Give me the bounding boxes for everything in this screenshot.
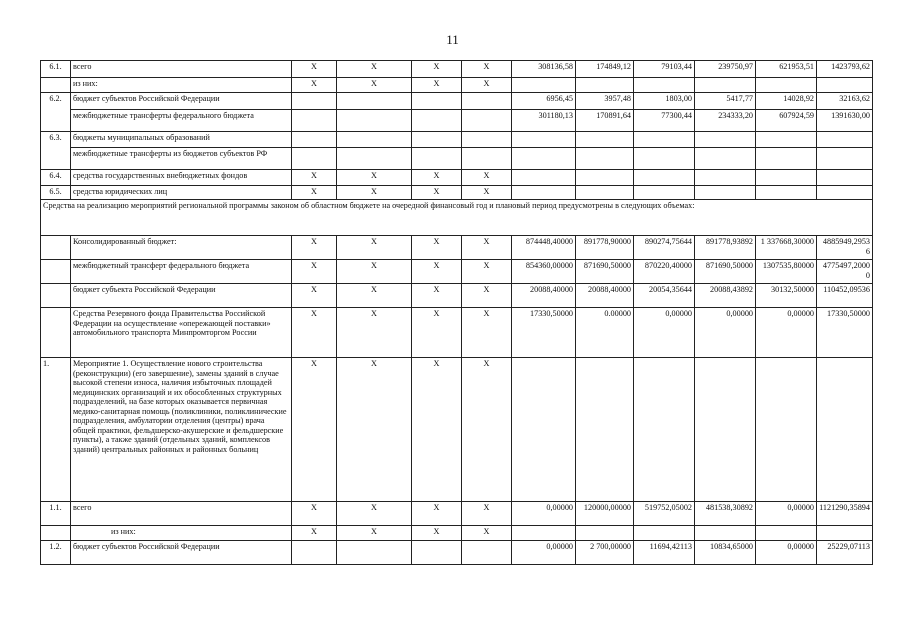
value-cell: 17330,50000	[512, 308, 576, 358]
value-cell: 120000,00000	[576, 502, 634, 526]
value-cell	[512, 132, 576, 148]
value-cell: 874448,40000	[512, 236, 576, 260]
value-cell: 0,00000	[756, 308, 817, 358]
table-row	[41, 308, 873, 358]
x-cell	[337, 93, 412, 110]
x-cell	[462, 541, 512, 565]
row-label: межбюджетный трансферт федерального бюджета	[71, 260, 292, 284]
value-cell	[695, 170, 756, 186]
value-cell: 20088,40000	[512, 284, 576, 308]
row-label: из них:	[71, 526, 292, 541]
value-cell	[576, 78, 634, 93]
table-row	[41, 132, 873, 148]
value-cell: 301180,13	[512, 110, 576, 132]
row-label: всего	[71, 61, 292, 78]
row-number: 1.2.	[41, 541, 71, 565]
value-cell: 79103,44	[634, 61, 695, 78]
value-cell	[756, 132, 817, 148]
row-number: 1.1.	[41, 502, 71, 526]
table-row	[41, 93, 873, 110]
value-cell: 110452,09536	[817, 284, 873, 308]
x-cell	[412, 93, 462, 110]
value-cell: 1423793,62	[817, 61, 873, 78]
table-row	[41, 110, 873, 132]
table-row	[41, 284, 873, 308]
x-cell: X	[337, 284, 412, 308]
x-cell: X	[337, 358, 412, 502]
row-number: 6.2.	[41, 93, 71, 132]
row-label: средства государственных внебюджетных фондов	[71, 170, 292, 186]
x-cell	[462, 93, 512, 110]
value-cell	[576, 186, 634, 200]
value-cell	[512, 526, 576, 541]
x-cell: X	[462, 502, 512, 526]
x-cell: X	[337, 260, 412, 284]
x-cell	[292, 110, 337, 132]
row-label: средства юридических лиц	[71, 186, 292, 200]
x-cell	[412, 541, 462, 565]
value-cell	[817, 148, 873, 170]
table-row	[41, 541, 873, 565]
x-cell	[462, 132, 512, 148]
value-cell: 25229,07113	[817, 541, 873, 565]
table-row	[41, 78, 873, 93]
x-cell: X	[462, 78, 512, 93]
x-cell: X	[412, 61, 462, 78]
row-number: 6.1.	[41, 61, 71, 78]
value-cell	[512, 148, 576, 170]
value-cell	[817, 358, 873, 502]
x-cell: X	[462, 308, 512, 358]
value-cell: 32163,62	[817, 93, 873, 110]
value-cell	[695, 132, 756, 148]
value-cell: 10834,65000	[695, 541, 756, 565]
x-cell: X	[292, 236, 337, 260]
row-number: 6.4.	[41, 170, 71, 186]
x-cell: X	[337, 170, 412, 186]
x-cell: X	[462, 186, 512, 200]
x-cell	[337, 110, 412, 132]
value-cell: 0,00000	[512, 541, 576, 565]
value-cell: 1 337668,30000	[756, 236, 817, 260]
value-cell: 871690,50000	[695, 260, 756, 284]
value-cell: 1391630,00	[817, 110, 873, 132]
x-cell: X	[337, 236, 412, 260]
x-cell: X	[412, 284, 462, 308]
page-number: 11	[446, 32, 459, 47]
table-row	[41, 186, 873, 200]
value-cell: 1121290,35894	[817, 502, 873, 526]
x-cell: X	[462, 284, 512, 308]
x-cell: X	[462, 61, 512, 78]
value-cell: 30132,50000	[756, 284, 817, 308]
value-cell	[817, 170, 873, 186]
x-cell	[462, 148, 512, 170]
value-cell: 20088,43892	[695, 284, 756, 308]
row-number	[41, 308, 71, 358]
value-cell	[817, 526, 873, 541]
row-number	[41, 284, 71, 308]
x-cell: X	[292, 61, 337, 78]
value-cell	[512, 78, 576, 93]
value-cell	[756, 78, 817, 93]
value-cell: 5417,77	[695, 93, 756, 110]
value-cell	[695, 148, 756, 170]
x-cell: X	[412, 236, 462, 260]
value-cell: 17330,50000	[817, 308, 873, 358]
x-cell: X	[462, 236, 512, 260]
x-cell: X	[462, 260, 512, 284]
value-cell	[634, 358, 695, 502]
row-number	[41, 236, 71, 260]
x-cell: X	[337, 61, 412, 78]
value-cell	[634, 132, 695, 148]
value-cell	[756, 358, 817, 502]
value-cell: 0,00000	[634, 308, 695, 358]
value-cell	[817, 132, 873, 148]
x-cell: X	[337, 526, 412, 541]
x-cell: X	[462, 358, 512, 502]
x-cell	[412, 148, 462, 170]
row-number: 6.5.	[41, 186, 71, 200]
x-cell: X	[292, 502, 337, 526]
x-cell: X	[292, 78, 337, 93]
value-cell	[756, 170, 817, 186]
value-cell: 20088,40000	[576, 284, 634, 308]
value-cell	[576, 526, 634, 541]
row-label: Консолидированный бюджет:	[71, 236, 292, 260]
value-cell: 1803,00	[634, 93, 695, 110]
value-cell	[634, 186, 695, 200]
table-row	[41, 236, 873, 260]
value-cell: 0,00000	[512, 502, 576, 526]
value-cell: 239750,97	[695, 61, 756, 78]
value-cell: 77300,44	[634, 110, 695, 132]
value-cell: 0,00000	[756, 541, 817, 565]
value-cell: 20054,35644	[634, 284, 695, 308]
value-cell: 3957,48	[576, 93, 634, 110]
row-label: Мероприятие 1. Осуществление нового строительства (реконструкции) (его завершение), замены зданий в случае высокой степени износа, наличия избыточных площадей медицинских организаций и их обособленных структурных подразделений, на базе которых оказывается первичная медико-санитарная помощь (поликлиники, поликлинические подразделения, амбулатории отделения (центры) врача общей практики, фельдшерско-акушерские и фельдшерские пункты), а также зданий (отдельных зданий, комплексов зданий) центральных районных и районных больниц	[71, 358, 292, 502]
row-label: из них:	[71, 78, 292, 93]
value-cell: 4775497,20000	[817, 260, 873, 284]
x-cell	[292, 541, 337, 565]
value-cell	[634, 148, 695, 170]
value-cell	[695, 186, 756, 200]
budget-table	[40, 60, 873, 565]
table-row	[41, 200, 873, 236]
table-row	[41, 61, 873, 78]
table-row	[41, 502, 873, 526]
value-cell	[756, 186, 817, 200]
row-number	[41, 260, 71, 284]
value-cell: 481538,30892	[695, 502, 756, 526]
value-cell: 14028,92	[756, 93, 817, 110]
row-label: Средства Резервного фонда Правительства Российской Федерации на осуществление «опережающей поставки» автомобильного транспорта Минпромторгом России	[71, 308, 292, 358]
value-cell	[634, 170, 695, 186]
funding-note: Средства на реализацию мероприятий региональной программы законом об областном бюджете на очередной финансовый год и плановый период предусмотрены в следующих объемах:	[41, 200, 873, 236]
x-cell	[337, 132, 412, 148]
table-row	[41, 148, 873, 170]
x-cell: X	[292, 308, 337, 358]
x-cell: X	[292, 284, 337, 308]
value-cell	[634, 78, 695, 93]
table-row	[41, 526, 873, 541]
value-cell	[576, 170, 634, 186]
x-cell: X	[412, 170, 462, 186]
x-cell: X	[412, 358, 462, 502]
value-cell: 170891,64	[576, 110, 634, 132]
table-row	[41, 170, 873, 186]
x-cell	[292, 148, 337, 170]
x-cell: X	[337, 502, 412, 526]
x-cell	[337, 541, 412, 565]
value-cell: 0,00000	[695, 308, 756, 358]
value-cell: 607924,59	[756, 110, 817, 132]
value-cell	[756, 526, 817, 541]
x-cell: X	[462, 526, 512, 541]
value-cell: 2 700,00000	[576, 541, 634, 565]
value-cell: 6956,45	[512, 93, 576, 110]
row-label: бюджеты муниципальных образований	[71, 132, 292, 148]
row-label: бюджет субъекта Российской Федерации	[71, 284, 292, 308]
value-cell: 871690,50000	[576, 260, 634, 284]
row-label: межбюджетные трансферты федерального бюджета	[71, 110, 292, 132]
table-row	[41, 260, 873, 284]
value-cell: 308136,58	[512, 61, 576, 78]
table-row	[41, 358, 873, 502]
value-cell: 4885949,29536	[817, 236, 873, 260]
x-cell: X	[337, 78, 412, 93]
value-cell: 0.00000	[576, 308, 634, 358]
x-cell	[292, 93, 337, 110]
x-cell: X	[292, 170, 337, 186]
value-cell: 870220,40000	[634, 260, 695, 284]
value-cell	[512, 186, 576, 200]
row-number: 6.3.	[41, 132, 71, 170]
x-cell: X	[412, 502, 462, 526]
x-cell: X	[462, 170, 512, 186]
value-cell: 234333,20	[695, 110, 756, 132]
value-cell: 519752,05002	[634, 502, 695, 526]
value-cell	[817, 78, 873, 93]
x-cell	[412, 110, 462, 132]
x-cell	[412, 132, 462, 148]
value-cell	[756, 148, 817, 170]
value-cell: 0,00000	[756, 502, 817, 526]
x-cell: X	[337, 308, 412, 358]
row-number: 1.	[41, 358, 71, 502]
row-label: бюджет субъектов Российской Федерации	[71, 93, 292, 110]
x-cell	[462, 110, 512, 132]
value-cell	[817, 186, 873, 200]
value-cell	[576, 358, 634, 502]
value-cell	[576, 148, 634, 170]
row-label: межбюджетные трансферты из бюджетов субъектов РФ	[71, 148, 292, 170]
value-cell	[695, 526, 756, 541]
x-cell: X	[292, 526, 337, 541]
value-cell	[512, 170, 576, 186]
value-cell: 621953,51	[756, 61, 817, 78]
value-cell	[512, 358, 576, 502]
value-cell: 11694,42113	[634, 541, 695, 565]
x-cell: X	[412, 186, 462, 200]
value-cell: 891778,93892	[695, 236, 756, 260]
x-cell	[292, 132, 337, 148]
value-cell	[695, 78, 756, 93]
row-label: бюджет субъектов Российской Федерации	[71, 541, 292, 565]
value-cell	[695, 358, 756, 502]
x-cell	[337, 148, 412, 170]
x-cell: X	[412, 308, 462, 358]
value-cell: 890274,75644	[634, 236, 695, 260]
x-cell: X	[412, 78, 462, 93]
x-cell: X	[292, 186, 337, 200]
value-cell	[576, 132, 634, 148]
x-cell: X	[292, 260, 337, 284]
value-cell: 174849,12	[576, 61, 634, 78]
value-cell: 891778,90000	[576, 236, 634, 260]
x-cell: X	[412, 260, 462, 284]
value-cell: 854360,00000	[512, 260, 576, 284]
row-number	[41, 526, 71, 541]
value-cell	[634, 526, 695, 541]
row-label: всего	[71, 502, 292, 526]
x-cell: X	[412, 526, 462, 541]
x-cell: X	[337, 186, 412, 200]
row-number	[41, 78, 71, 93]
value-cell: 1307535,80000	[756, 260, 817, 284]
x-cell: X	[292, 358, 337, 502]
